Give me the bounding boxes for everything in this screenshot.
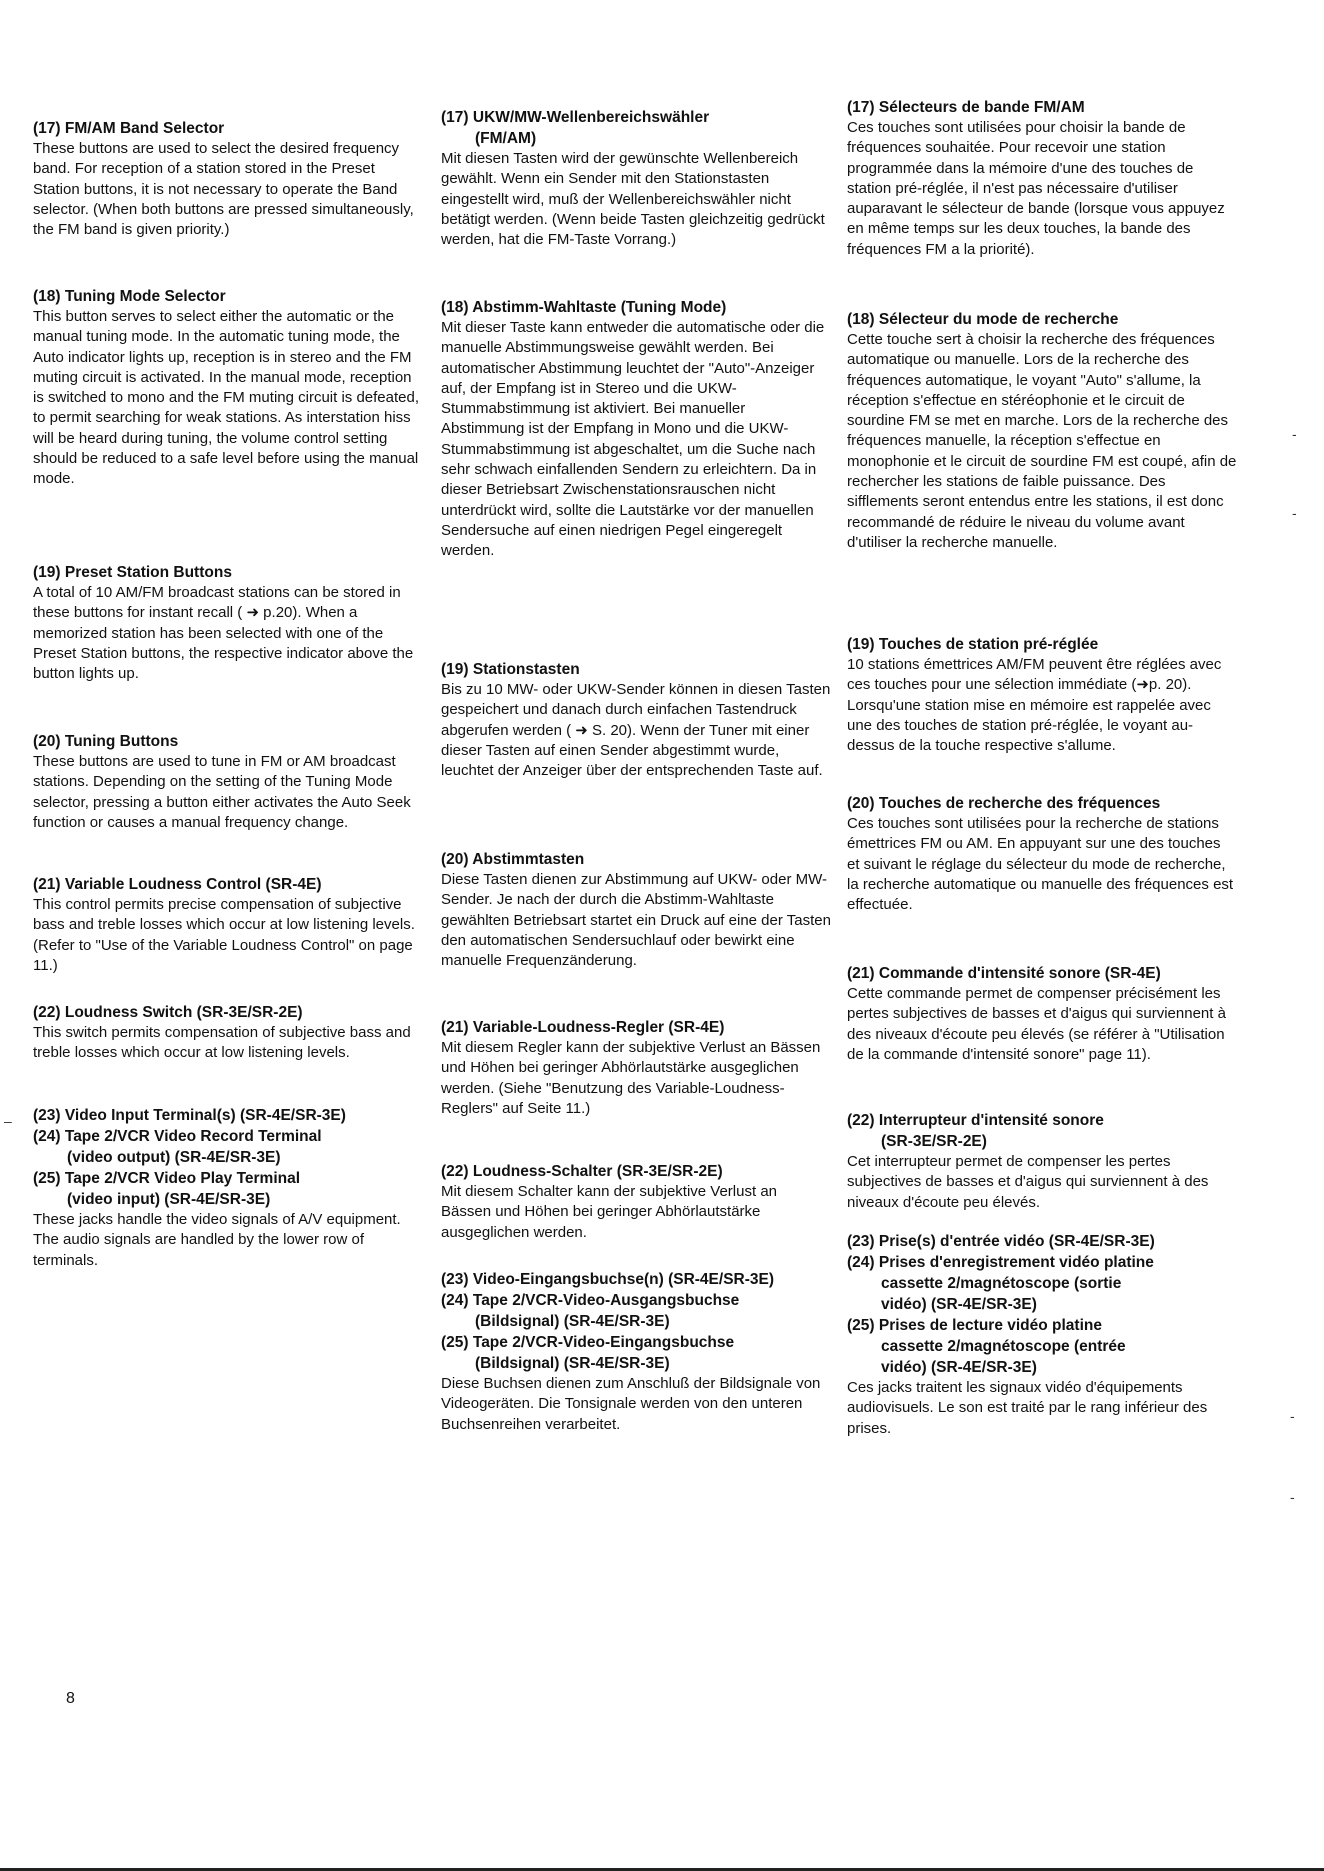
margin-mark: - bbox=[1292, 505, 1297, 521]
section-english-22 bbox=[33, 1002, 423, 1064]
heading-line: vidéo) (SR-4E/SR-3E) bbox=[881, 1296, 1037, 1313]
heading-line: (19) Touches de station pré-réglée bbox=[847, 636, 1099, 653]
section-english-21 bbox=[33, 874, 423, 976]
section-body: Mit dieser Taste kann entweder die automatische oder die manuelle Abstimmungsweise gewählt werden. Bei automatischer Abstimmung leuchtet der "Auto"-Anzeiger auf, der Empfang ist in Stereo und die UKW-Stummabstimmung ist aktiviert. Bei manueller Abstimmung ist der Empfang in Mono und die UKW-Stummabstimmung ist abgeschaltet, um die Suche nach sehr schwach einfallenden Sendern zu erleichtern. Da in dieser Betriebsart Zwischenstationsrauschen nicht unterdrückt wird, sollte die Lautstärke vor der manuellen Sendersuche auf einen niedrigen Pegel eingeregelt werden. bbox=[441, 319, 825, 560]
section-french-17 bbox=[847, 97, 1237, 260]
heading-line: cassette 2/magnétoscope (sortie bbox=[881, 1275, 1122, 1292]
section-english-19 bbox=[33, 562, 423, 684]
section-body: Ces touches sont utilisées pour la recherche de stations émettrices FM ou AM. En appuyant sur une des touches et suivant le réglage du sélecteur du mode de recherche, la recherche automatique ou manuelle des fréquences est effectuée. bbox=[847, 815, 1234, 914]
section-heading bbox=[33, 1002, 423, 1023]
heading-line: (22) Interrupteur d'intensité sonore bbox=[847, 1112, 1104, 1129]
section-english-23 bbox=[33, 1105, 423, 1271]
heading-line: (21) Variable Loudness Control (SR-4E) bbox=[33, 876, 322, 893]
heading-line: (24) Tape 2/VCR-Video-Ausgangsbuchse bbox=[441, 1292, 740, 1309]
margin-mark: - bbox=[1290, 1408, 1295, 1424]
heading-line: (22) Loudness-Schalter (SR-3E/SR-2E) bbox=[441, 1163, 723, 1180]
heading-line: (25) Prises de lecture vidéo platine bbox=[847, 1317, 1102, 1334]
heading-line: (17) Sélecteurs de bande FM/AM bbox=[847, 99, 1085, 116]
heading-line: (22) Loudness Switch (SR-3E/SR-2E) bbox=[33, 1004, 303, 1021]
heading-line: (20) Tuning Buttons bbox=[33, 733, 179, 750]
heading-line: (21) Commande d'intensité sonore (SR-4E) bbox=[847, 965, 1161, 982]
heading-line: (18) Abstimm-Wahltaste (Tuning Mode) bbox=[441, 299, 727, 316]
section-german-22 bbox=[441, 1161, 831, 1243]
heading-line: (19) Stationstasten bbox=[441, 661, 580, 678]
section-french-18 bbox=[847, 309, 1237, 553]
section-heading bbox=[441, 1161, 831, 1182]
section-heading bbox=[441, 1269, 831, 1374]
section-heading bbox=[441, 659, 831, 680]
section-body: Bis zu 10 MW- oder UKW-Sender können in diesen Tasten gespeichert und danach durch einfachen Tastendruck abgerufen werden ( ➜ S. 20). Wenn der Tuner mit einer dieser Tasten auf einen Sender abgestimmt wurde, leuchtet der Anzeiger über der entsprechenden Taste auf. bbox=[441, 681, 831, 780]
heading-line: (18) Sélecteur du mode de recherche bbox=[847, 311, 1119, 328]
heading-line: (20) Touches de recherche des fréquences bbox=[847, 795, 1161, 812]
page-number: 8 bbox=[66, 1690, 75, 1707]
section-heading bbox=[441, 849, 831, 870]
section-body: Diese Buchsen dienen zum Anschluß der Bildsignale von Videogeräten. Die Tonsignale werden von den unteren Buchsenreihen verarbeitet. bbox=[441, 1375, 821, 1433]
section-english-20 bbox=[33, 731, 423, 833]
section-heading bbox=[847, 97, 1237, 118]
section-heading bbox=[33, 1105, 423, 1210]
section-german-18 bbox=[441, 297, 831, 562]
section-body: Diese Tasten dienen zur Abstimmung auf UKW- oder MW-Sender. Je nach der durch die Abstimm-Wahltaste gewählten Betriebsart startet ein Druck auf eine der Tasten den automatischen Sendersuchlauf oder bewirkt eine manuelle Frequenzänderung. bbox=[441, 871, 831, 970]
section-body: A total of 10 AM/FM broadcast stations can be stored in these buttons for instant recall ( ➜ p.20). When a memorized station has been selected with one of the Preset Station buttons, the respective indicator above the button lights up. bbox=[33, 584, 414, 683]
section-body: This control permits precise compensation of subjective bass and treble losses which occur at low listening levels. (Refer to "Use of the Variable Loudness Control" on page 11.) bbox=[33, 896, 415, 974]
section-german-17 bbox=[441, 107, 831, 250]
section-heading bbox=[847, 793, 1237, 814]
section-german-20 bbox=[441, 849, 831, 971]
heading-line: (21) Variable-Loudness-Regler (SR-4E) bbox=[441, 1019, 725, 1036]
margin-mark: - bbox=[1292, 426, 1297, 442]
heading-line: (Bildsignal) (SR-4E/SR-3E) bbox=[475, 1355, 670, 1372]
section-body: Cette commande permet de compenser précisément les pertes subjectives de basses et d'aigus qui surviennent à des niveaux d'écoute peu élevés (se référer à "Utilisation de la commande d'intensité sonore" page 11). bbox=[847, 985, 1226, 1063]
section-body: Mit diesem Regler kann der subjektive Verlust an Bässen und Höhen bei geringer Abhörlautstärke ausgeglichen werden. (Siehe "Benutzung des Variable-Loudness-Reglers" auf Seite 11.) bbox=[441, 1039, 821, 1117]
section-heading bbox=[441, 107, 831, 149]
section-body: Ces touches sont utilisées pour choisir la bande de fréquences souhaitée. Pour recevoir une station programmée dans la mémoire d'une des touches de station pré-réglée, il n'est pas nécessaire d'utiliser auparavant le sélecteur de bande (lorsque vous appuyez en même temps sur les deux touches, la bande des fréquences FM a la priorité). bbox=[847, 119, 1225, 258]
section-body: This switch permits compensation of subjective bass and treble losses which occur at low listening levels. bbox=[33, 1024, 411, 1062]
heading-line: (18) Tuning Mode Selector bbox=[33, 288, 226, 305]
section-body: This button serves to select either the automatic or the manual tuning mode. In the automatic tuning mode, the Auto indicator lights up, reception is in stereo and the FM muting circuit is activated. In the manual mode, reception is switched to mono and the FM muting circuit is defeated, to permit searching for weak stations. As interstation hiss will be heard during tuning, the volume control setting should be reduced to a safe level before using the manual mode. bbox=[33, 308, 420, 488]
heading-line: (24) Prises d'enregistrement vidéo platine bbox=[847, 1254, 1154, 1271]
heading-line: (20) Abstimmtasten bbox=[441, 851, 585, 868]
section-body: 10 stations émettrices AM/FM peuvent être réglées avec ces touches pour une sélection immédiate (➜p. 20). Lorsqu'une station mise en mémoire est rappelée avec une des touches de station pré-réglée, le voyant au-dessus de la touche respective s'allume. bbox=[847, 656, 1222, 755]
heading-line: (25) Tape 2/VCR Video Play Terminal bbox=[33, 1170, 301, 1187]
section-german-21 bbox=[441, 1017, 831, 1119]
heading-line: (video input) (SR-4E/SR-3E) bbox=[67, 1191, 271, 1208]
section-french-22 bbox=[847, 1110, 1237, 1213]
section-body: These buttons are used to select the desired frequency band. For reception of a station stored in the Preset Station buttons, it is not necessary to operate the Band selector. (When both buttons are pressed simultaneously, the FM band is given priority.) bbox=[33, 140, 414, 239]
section-french-23 bbox=[847, 1231, 1237, 1439]
section-heading bbox=[847, 963, 1237, 984]
section-body: These jacks handle the video signals of A/V equipment. The audio signals are handled by the lower row of terminals. bbox=[33, 1211, 401, 1269]
section-heading bbox=[847, 1110, 1237, 1152]
heading-line: (Bildsignal) (SR-4E/SR-3E) bbox=[475, 1313, 670, 1330]
margin-mark: - bbox=[1290, 1489, 1295, 1505]
section-body: Cet interrupteur permet de compenser les pertes subjectives de basses et d'aigus qui surviennent à des niveaux d'écoute peu élevés. bbox=[847, 1153, 1209, 1211]
section-heading bbox=[847, 1231, 1237, 1378]
heading-line: vidéo) (SR-4E/SR-3E) bbox=[881, 1359, 1037, 1376]
heading-line: (23) Prise(s) d'entrée vidéo (SR-4E/SR-3E) bbox=[847, 1233, 1155, 1250]
section-body: Mit diesem Schalter kann der subjektive Verlust an Bässen und Höhen bei geringer Abhörlautstärke ausgeglichen werden. bbox=[441, 1183, 777, 1241]
heading-line: (FM/AM) bbox=[475, 130, 537, 147]
section-french-21 bbox=[847, 963, 1237, 1065]
section-body: Cette touche sert à choisir la recherche des fréquences automatique ou manuelle. Lors de la recherche des fréquences automatique, le voyant "Auto" s'allume, la réception s'effectue en stéréophonie et le circuit de sourdine FM se met en marche. Lors de la recherche des fréquences manuelle, la réception s'effectue en monophonie et le circuit de sourdine FM est coupé, afin de rechercher les stations de faible puissance. Des sifflements seront entendus entre les stations, il est donc recommandé de réduire le niveau du volume avant d'utiliser la recherche manuelle. bbox=[847, 331, 1237, 551]
section-heading bbox=[441, 297, 831, 318]
section-heading bbox=[847, 309, 1237, 330]
section-german-23 bbox=[441, 1269, 831, 1435]
section-body: Ces jacks traitent les signaux vidéo d'équipements audiovisuels. Le son est traité par le rang inférieur des prises. bbox=[847, 1379, 1208, 1437]
section-english-18 bbox=[33, 286, 423, 490]
heading-line: (19) Preset Station Buttons bbox=[33, 564, 232, 581]
section-heading bbox=[33, 562, 423, 583]
section-body: These buttons are used to tune in FM or AM broadcast stations. Depending on the setting of the Tuning Mode selector, pressing a button either activates the Auto Seek function or causes a manual frequency change. bbox=[33, 753, 411, 831]
section-french-20 bbox=[847, 793, 1237, 915]
section-body: Mit diesen Tasten wird der gewünschte Wellenbereich gewählt. Wenn ein Sender mit den Stationstasten eingestellt wird, muß der Wellenbereichswähler nicht betätigt werden. (Wenn beide Tasten gleichzeitig gedrückt werden, hat die FM-Taste Vorrang.) bbox=[441, 150, 825, 249]
heading-line: (17) FM/AM Band Selector bbox=[33, 120, 225, 137]
heading-line: (23) Video-Eingangsbuchse(n) (SR-4E/SR-3E) bbox=[441, 1271, 775, 1288]
section-heading bbox=[33, 731, 423, 752]
section-heading bbox=[847, 634, 1237, 655]
heading-line: (25) Tape 2/VCR-Video-Eingangsbuchse bbox=[441, 1334, 735, 1351]
section-german-19 bbox=[441, 659, 831, 781]
heading-line: cassette 2/magnétoscope (entrée bbox=[881, 1338, 1126, 1355]
heading-line: (24) Tape 2/VCR Video Record Terminal bbox=[33, 1128, 322, 1145]
heading-line: (video output) (SR-4E/SR-3E) bbox=[67, 1149, 281, 1166]
section-heading bbox=[441, 1017, 831, 1038]
heading-line: (17) UKW/MW-Wellenbereichswähler bbox=[441, 109, 710, 126]
section-heading bbox=[33, 286, 423, 307]
section-heading bbox=[33, 874, 423, 895]
section-english-17 bbox=[33, 118, 423, 240]
heading-line: (SR-3E/SR-2E) bbox=[881, 1133, 987, 1150]
heading-line: (23) Video Input Terminal(s) (SR-4E/SR-3E) bbox=[33, 1107, 346, 1124]
margin-mark: – bbox=[4, 1113, 12, 1129]
section-french-19 bbox=[847, 634, 1237, 756]
section-heading bbox=[33, 118, 423, 139]
